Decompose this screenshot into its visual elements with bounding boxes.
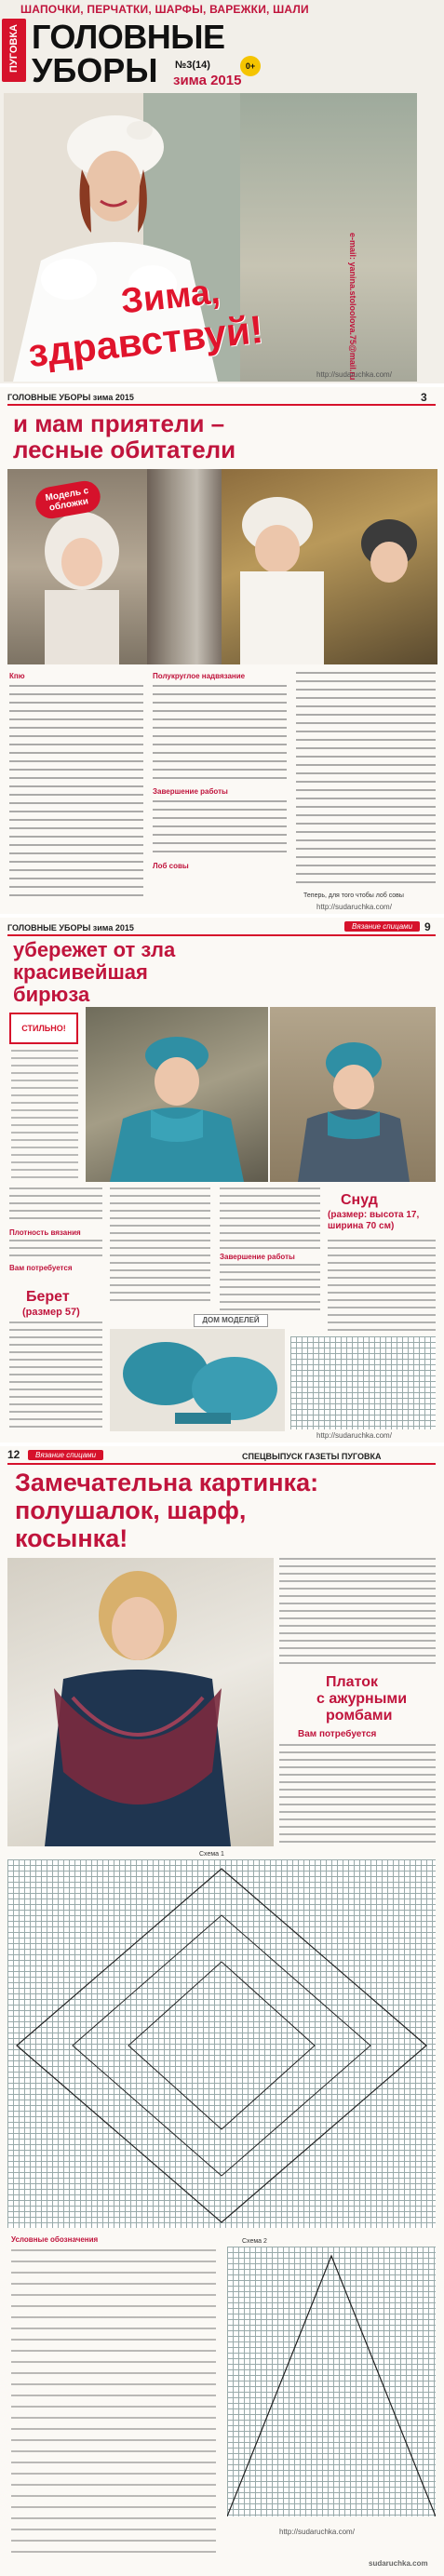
- scheme1-label: Схема 1: [199, 1851, 224, 1858]
- shawl-subtitle-3: ромбами: [326, 1708, 393, 1724]
- page9-intro-text: [11, 1050, 78, 1180]
- page12-text-col-right: [279, 1744, 436, 1846]
- page3-title-line2: лесные обитатели: [13, 436, 236, 463]
- brand-logo: [2, 19, 26, 82]
- page3-footer-note: Теперь, для того чтобы лоб совы: [303, 892, 404, 899]
- page3-subhead-4: Лоб совы: [153, 862, 189, 870]
- edge-motif-pattern: [227, 2247, 436, 2516]
- cover-title-line2: УБОРЫ: [32, 51, 158, 89]
- scheme-2-chart: [227, 2247, 436, 2516]
- page12-title-line1: Замечательна картинка:: [15, 1469, 319, 1496]
- density-subhead: Плотность вязания: [9, 1228, 81, 1237]
- cover-topline: ШАПОЧКИ, ПЕРЧАТКИ, ШАРФЫ, ВАРЕЖКИ, ШАЛИ: [20, 3, 309, 16]
- page-9: [0, 918, 444, 1442]
- page12-page-number: 12: [7, 1448, 20, 1461]
- page12-ribbon: Вязание спицами: [28, 1450, 103, 1460]
- shawl-subtitle-2: с ажурными: [316, 1691, 408, 1707]
- legend-title: Условные обозначения: [11, 2235, 99, 2244]
- beret-size: (размер 57): [22, 1307, 80, 1318]
- page12-title-line2: полушалок, шарф,: [15, 1496, 247, 1524]
- page9-text-col-3: [220, 1187, 320, 1249]
- page3-running-head: ГОЛОВНЫЕ УБОРЫ зима 2015: [7, 393, 134, 402]
- page12-running-head: СПЕЦВЫПУСК ГАЗЕТЫ ПУГОВКА: [242, 1452, 382, 1461]
- cover-headline-line1: Зима,: [119, 272, 222, 322]
- scheme2-label: Схема 2: [242, 2238, 267, 2245]
- page9-text-col-3b: [220, 1264, 320, 1310]
- page3-text-col-2: [153, 685, 287, 782]
- page12-title-line3: косынка!: [15, 1524, 128, 1552]
- sticker-label: СТИЛЬНО!: [21, 1024, 66, 1033]
- snood-title: Снуд: [341, 1192, 378, 1208]
- legend-panel: [7, 2234, 222, 2570]
- page9-page-number: 9: [424, 920, 431, 933]
- brand-name: ПУГОВКА: [8, 24, 20, 73]
- need-subhead: Вам потребуется: [9, 1264, 73, 1272]
- page9-watermark: http://sudaruchka.com/: [316, 1431, 392, 1440]
- stylish-sticker: [9, 1013, 78, 1044]
- cover-headline-line2: здравствуй!: [26, 306, 265, 376]
- page12-brand-mark: sudaruchka.com: [369, 2559, 428, 2568]
- model-badge: Модель с обложки: [34, 478, 103, 521]
- beret-title: Берет: [26, 1289, 70, 1305]
- page3-rule: [7, 404, 436, 406]
- cover-page: [0, 0, 444, 383]
- page3-subhead-3: Завершение работы: [153, 787, 228, 796]
- page3-subhead-2: Полукруглое надвязание: [153, 672, 246, 680]
- page9-title-line2: красивейшая: [13, 960, 148, 984]
- page3-text-col-3: [296, 672, 436, 888]
- hats-flatlay-illustration: [110, 1329, 285, 1431]
- page3-text-col-2b: [153, 800, 287, 858]
- mother-illustration: [222, 469, 437, 664]
- page9-photo-hats: [110, 1329, 285, 1431]
- issue-number: №3(14): [175, 60, 210, 71]
- cover-email: e-mail: yanina.stoloolova.75@mail.ru: [348, 233, 357, 381]
- page-3: [0, 387, 444, 914]
- cover-right-photo: [240, 93, 417, 382]
- page9-text-col-1b: [9, 1240, 102, 1262]
- page9-text-col-4: [328, 1240, 436, 1333]
- diamond-motif-pattern: [7, 1859, 436, 2228]
- cover-watermark: http://sudaruchka.com/: [316, 370, 392, 379]
- snood-size: (размер: высота 17, ширина 70 см): [328, 1210, 420, 1231]
- page3-title-line1: и мам приятели –: [13, 409, 225, 437]
- page3-page-number: 3: [421, 391, 427, 404]
- logo-label: ДОМ МОДЕЛЕЙ: [202, 1316, 260, 1324]
- page12-rule: [7, 1463, 436, 1465]
- page9-photo-woman: [86, 1007, 268, 1182]
- age-rating: 0+: [240, 56, 261, 76]
- legend-lines: [11, 2249, 216, 2556]
- woman-turquoise-illustration: [86, 1007, 268, 1182]
- page9-text-col-2: [110, 1187, 210, 1303]
- page9-chart-scheme: [290, 1336, 436, 1429]
- page9-title-line1: убережет от зла: [13, 938, 176, 961]
- page9-text-col-1c: [9, 1322, 102, 1433]
- page3-text-col-1: [9, 685, 143, 901]
- page9-rule: [7, 934, 436, 936]
- page9-text-col-1: [9, 1187, 102, 1225]
- page-12: [0, 1446, 444, 2576]
- shawl-subtitle-1: Платок: [326, 1674, 378, 1690]
- page9-photo-girl: [270, 1007, 436, 1182]
- page3-subhead-1: Кпю: [9, 672, 25, 680]
- end-subhead: Завершение работы: [220, 1253, 295, 1261]
- page12-intro-text: [279, 1558, 436, 1670]
- page12-photo-model: [7, 1558, 274, 1846]
- page3-photo-mother: [222, 469, 437, 664]
- dom-modeley-logo: [194, 1314, 268, 1327]
- page9-title-line3: бирюза: [13, 983, 90, 1006]
- page12-watermark: http://sudaruchka.com/: [279, 2528, 355, 2536]
- cover-title-line1: ГОЛОВНЫЕ: [32, 18, 225, 56]
- need-subtitle: Вам потребуется: [298, 1729, 377, 1739]
- scheme-1-chart: [7, 1859, 436, 2228]
- page9-ribbon: Вязание спицами: [344, 921, 420, 932]
- page3-photo-tree: [147, 469, 222, 664]
- shawl-model-illustration: [7, 1558, 274, 1846]
- cover-season: зима 2015: [173, 73, 242, 88]
- girl-turquoise-illustration: [270, 1007, 436, 1182]
- page3-watermark: http://sudaruchka.com/: [316, 903, 392, 911]
- page9-running-head: ГОЛОВНЫЕ УБОРЫ зима 2015: [7, 923, 134, 932]
